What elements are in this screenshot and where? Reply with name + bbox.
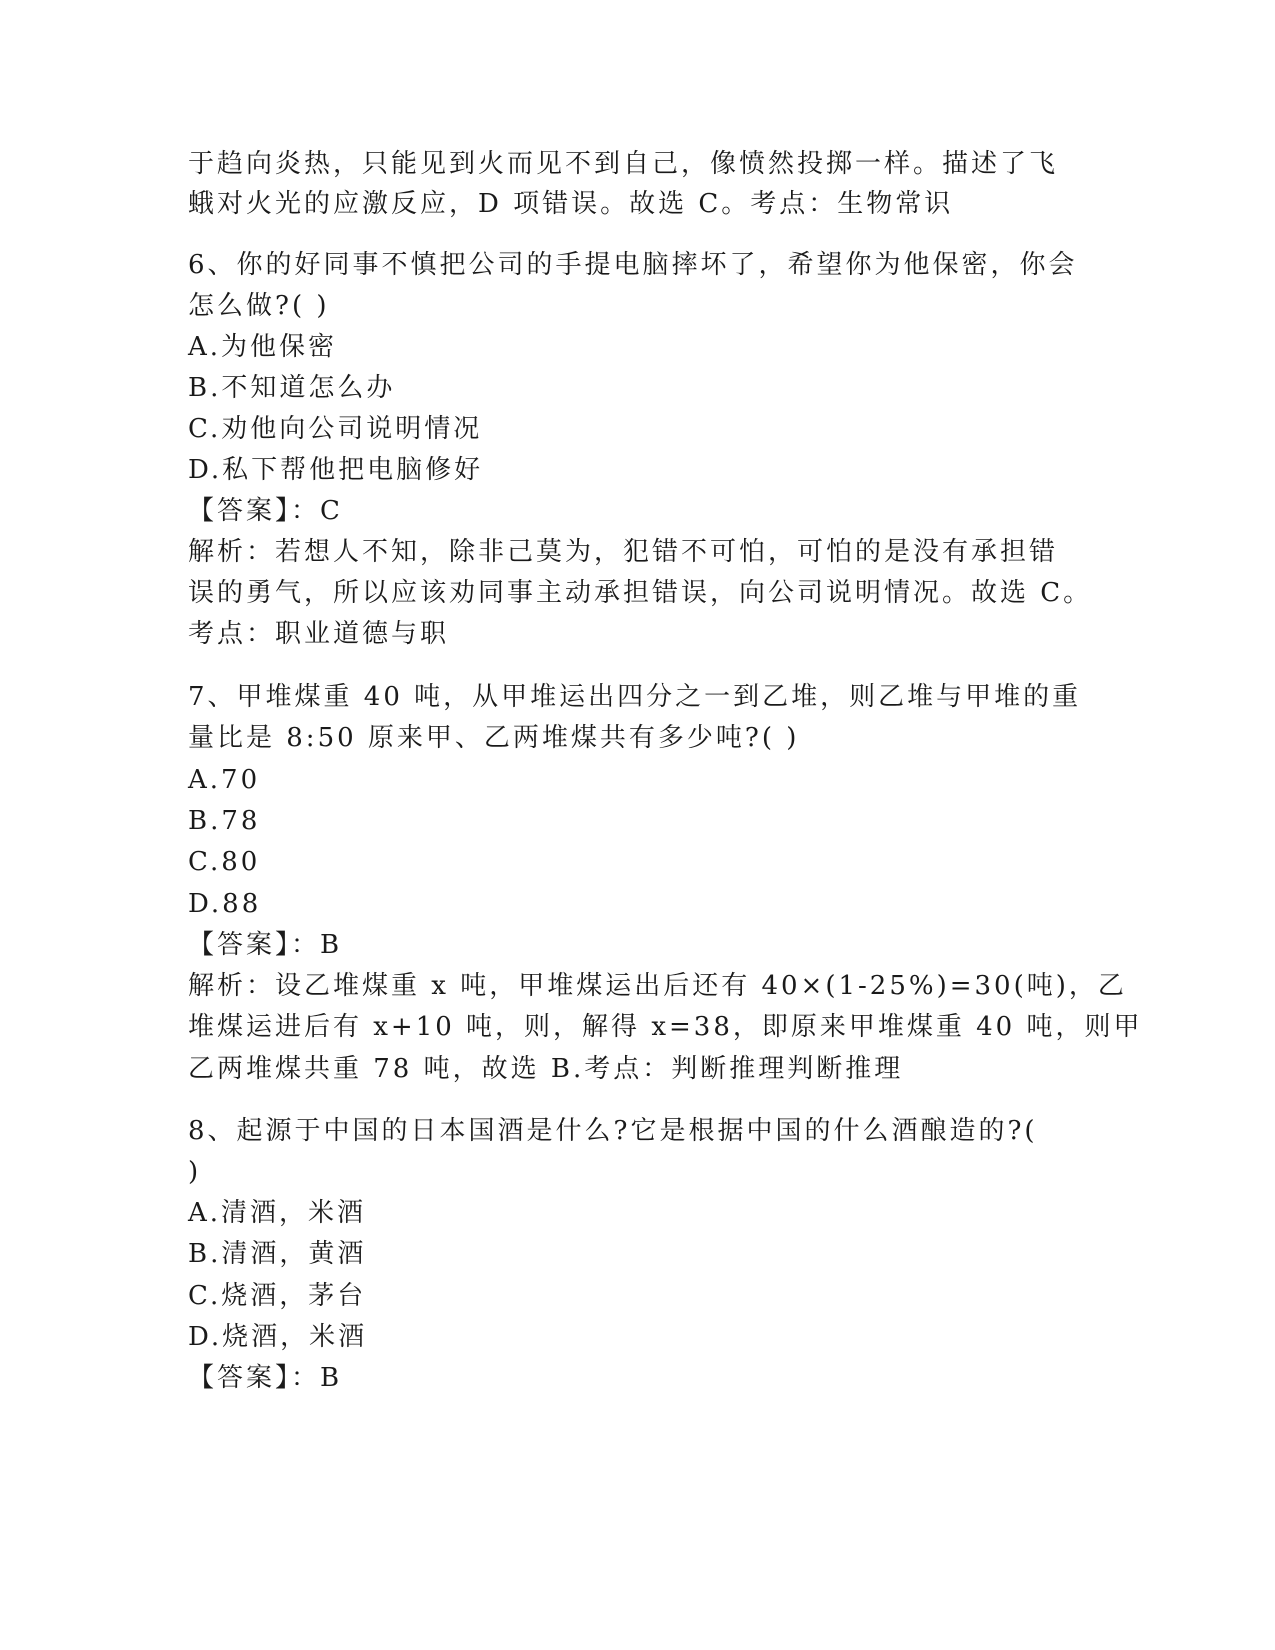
q7-answer: 【答案】：B <box>188 930 343 960</box>
q6-explanation-line-2: 误的勇气，所以应该劝同事主动承担错误，向公司说明情况。故选 C。 <box>188 578 1093 608</box>
q6-answer: 【答案】：C <box>188 496 343 526</box>
q8-option-b: B.清酒，黄酒 <box>188 1239 367 1269</box>
q7-explanation-line-3: 乙两堆煤共重 78 吨，故选 B.考点：判断推理判断推理 <box>188 1054 904 1084</box>
q7-option-a: A.70 <box>188 765 261 795</box>
q8-option-d: D.烧酒，米酒 <box>188 1322 368 1352</box>
q6-option-a: A.为他保密 <box>188 332 338 362</box>
q6-option-d: D.私下帮他把电脑修好 <box>188 455 484 485</box>
q7-option-c: C.80 <box>188 847 261 877</box>
q6-option-c: C.劝他向公司说明情况 <box>188 414 483 444</box>
q5-explanation-line-2: 蛾对火光的应激反应，D 项错误。故选 C。考点：生物常识 <box>188 189 954 219</box>
q6-question-line-2: 怎么做?( ) <box>188 291 330 321</box>
q5-explanation-line-1: 于趋向炎热，只能见到火而见不到自己，像愤然投掷一样。描述了飞 <box>188 149 1059 179</box>
q6-explanation-line-1: 解析：若想人不知，除非己莫为，犯错不可怕，可怕的是没有承担错 <box>188 537 1059 567</box>
q6-option-b: B.不知道怎么办 <box>188 373 396 403</box>
q6-explanation-line-3: 考点：职业道德与职 <box>188 619 450 649</box>
q8-option-c: C.烧酒，茅台 <box>188 1281 367 1311</box>
q8-question-line-2: ) <box>188 1157 202 1187</box>
q8-option-a: A.清酒，米酒 <box>188 1198 367 1228</box>
q7-explanation-line-2: 堆煤运进后有 x+10 吨，则，解得 x=38，即原来甲堆煤重 40 吨，则甲 <box>188 1012 1143 1042</box>
q7-option-d: D.88 <box>188 889 262 919</box>
q8-question-line-1: 8、起源于中国的日本国酒是什么?它是根据中国的什么酒酿造的?( <box>188 1116 1038 1146</box>
q7-question-line-2: 量比是 8:50 原来甲、乙两堆煤共有多少吨?( ) <box>188 723 800 753</box>
q8-answer: 【答案】：B <box>188 1363 343 1393</box>
q7-explanation-line-1: 解析：设乙堆煤重 x 吨，甲堆煤运出后还有 40×(1-25%)=30(吨)，乙 <box>188 971 1127 1001</box>
q7-option-b: B.78 <box>188 806 261 836</box>
q6-question-line-1: 6、你的好同事不慎把公司的手提电脑摔坏了，希望你为他保密，你会 <box>188 250 1078 280</box>
q7-question-line-1: 7、甲堆煤重 40 吨，从甲堆运出四分之一到乙堆，则乙堆与甲堆的重 <box>188 682 1082 712</box>
